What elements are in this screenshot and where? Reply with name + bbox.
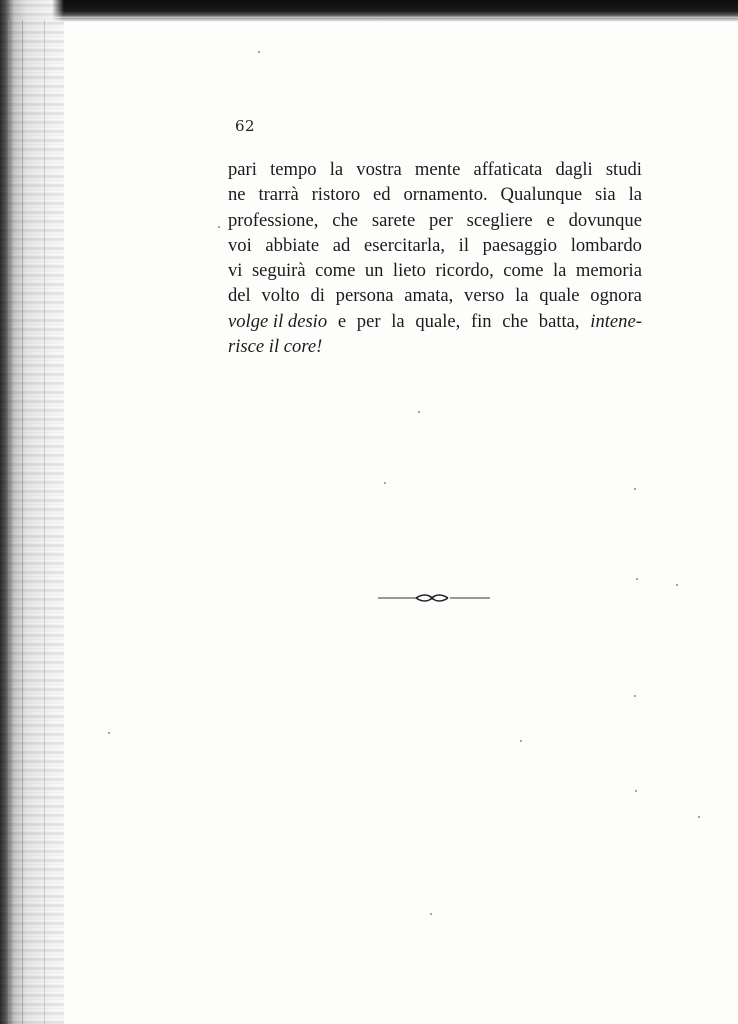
text-line [228, 283, 642, 308]
paper-speck [384, 482, 386, 484]
paper-speck [676, 584, 678, 586]
text-word: del [228, 285, 251, 307]
text-word: e [337, 310, 347, 332]
text-word: voi [228, 234, 252, 256]
text-word: ornamento. [403, 184, 488, 206]
text-word: tempo [270, 159, 317, 180]
paper-speck [430, 913, 432, 915]
text-word: come [503, 260, 544, 282]
text-word: ristoro [311, 184, 361, 206]
book-spine-edge [0, 0, 64, 1024]
text-word: un [364, 260, 384, 282]
page-top-edge-shadow [0, 0, 738, 18]
text-word: come [315, 260, 356, 282]
text-word: volge il desio [228, 310, 328, 332]
text-word: volto [261, 285, 300, 307]
text-word: la [628, 184, 642, 206]
paper-speck [698, 816, 700, 818]
text-word: vostra [356, 159, 402, 180]
text-word: per [429, 209, 453, 231]
text-word: e [546, 209, 555, 231]
text-word: persona [335, 285, 394, 307]
paper-speck [634, 695, 636, 697]
decorative-rule-ornament [378, 591, 490, 605]
text-word: verso [464, 285, 505, 307]
text-line [228, 233, 642, 258]
text-word: affaticata [473, 159, 543, 180]
text-line [228, 157, 642, 182]
text-word: ad [332, 234, 351, 256]
paper-speck [635, 790, 637, 792]
page-number: 62 [235, 117, 256, 135]
paper-speck [634, 488, 636, 490]
text-word: seguirà [251, 260, 306, 282]
text-word: ricordo, [435, 260, 494, 282]
text-word: ognora [590, 285, 642, 307]
text-word: il [458, 234, 470, 256]
text-line [228, 334, 642, 359]
spine-crease-line [22, 20, 23, 1024]
page-top-edge-fade [40, 18, 738, 22]
text-word: professione, [228, 209, 319, 231]
spine-crease-line [44, 20, 45, 1024]
text-word: che [502, 310, 529, 332]
text-word: amata, [404, 285, 454, 307]
text-word: lieto [392, 260, 426, 282]
text-word: fin [470, 310, 492, 332]
text-word: dagli [555, 159, 593, 180]
text-word: vi [228, 260, 243, 282]
text-word: memoria [575, 260, 642, 282]
text-word: batta, [538, 310, 580, 332]
text-word: studi [605, 159, 642, 180]
paper-speck [418, 411, 420, 413]
text-word: scegliere [466, 209, 533, 231]
text-word: pari [228, 159, 257, 180]
text-word: mente [414, 159, 461, 180]
text-word: trarrà [258, 184, 299, 206]
text-word: sia [595, 184, 616, 206]
body-paragraph [228, 157, 642, 359]
text-word: abbiate [265, 234, 320, 256]
paper-speck [108, 732, 110, 734]
paper-speck [258, 51, 260, 53]
text-word: intene- [590, 310, 642, 332]
text-word: lombardo [570, 234, 642, 256]
text-word: quale [539, 285, 580, 307]
text-word: Qualunque [500, 184, 583, 206]
text-line [228, 309, 642, 334]
text-word: risce il core! [228, 336, 323, 358]
text-word: la [515, 285, 529, 307]
spine-crease-line [8, 20, 9, 1024]
text-line [228, 258, 642, 283]
text-word: la [391, 310, 405, 332]
text-word: sarete [371, 209, 416, 231]
text-word: la [552, 260, 567, 282]
text-word: per [356, 310, 381, 332]
text-line [228, 182, 642, 207]
paper-speck [636, 578, 638, 580]
text-word: ne [228, 184, 246, 206]
paper-speck [520, 740, 522, 742]
text-word: quale, [415, 310, 461, 332]
text-line [228, 208, 642, 233]
text-word: esercitarla, [363, 234, 446, 256]
text-word: dovunque [568, 209, 642, 231]
text-word: di [310, 285, 325, 307]
paper-speck [218, 226, 220, 228]
text-word: la [329, 159, 344, 180]
text-word: che [332, 209, 359, 231]
text-word: paesaggio [482, 234, 558, 256]
text-word: ed [373, 184, 391, 206]
